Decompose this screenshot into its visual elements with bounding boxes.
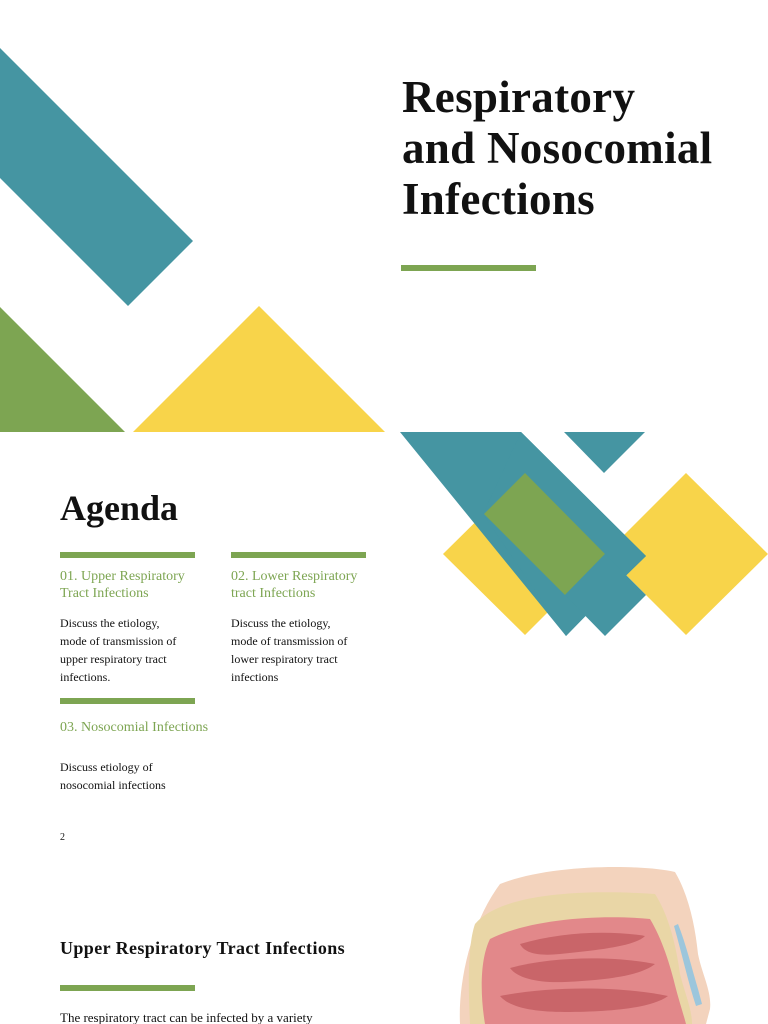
- description-line: Discuss etiology of: [60, 760, 153, 774]
- agenda-item-description: [60, 758, 210, 794]
- green-triangle: [0, 307, 125, 432]
- agenda-item-3: [60, 719, 240, 794]
- title-line: and Nosocomial: [402, 123, 713, 173]
- agenda-item-divider: [231, 552, 366, 558]
- heading-line: 03. Nosocomial Infections: [60, 720, 209, 735]
- agenda-item-description: [231, 614, 381, 686]
- heading-line: Tract Infections: [60, 586, 149, 601]
- agenda-heading: Agenda: [60, 488, 179, 528]
- title-slide: [0, 0, 768, 432]
- description-line: infections.: [60, 670, 111, 684]
- slide-body-text: The respiratory tract can be infected by a variety: [60, 1010, 313, 1024]
- agenda-item-heading: [60, 719, 240, 736]
- agenda-item-heading: [231, 568, 391, 602]
- teal-diagonal-band: [0, 48, 193, 306]
- heading-line: 02. Lower Respiratory: [231, 569, 358, 584]
- description-line: nosocomial infections: [60, 778, 166, 792]
- title-line: Respiratory: [402, 72, 636, 122]
- yellow-triangle: [133, 306, 385, 432]
- heading-line: tract Infections: [231, 586, 316, 601]
- title-slide-decoration: [0, 0, 400, 432]
- teal-small-triangle: [564, 432, 645, 473]
- description-line: infections: [231, 670, 279, 684]
- description-line: mode of transmission of: [60, 634, 177, 648]
- agenda-item-2: [231, 568, 391, 686]
- agenda-item-divider: [60, 552, 195, 558]
- heading-underline: [60, 985, 195, 991]
- slide-heading: Upper Respiratory Tract Infections: [60, 938, 346, 958]
- description-line: mode of transmission of: [231, 634, 348, 648]
- description-line: Discuss the etiology,: [60, 616, 160, 630]
- title-underline: [401, 265, 536, 271]
- presentation-title: [402, 72, 762, 225]
- agenda-item-divider: [60, 698, 195, 704]
- title-line: Infections: [402, 174, 595, 224]
- description-line: lower respiratory tract: [231, 652, 338, 666]
- agenda-decoration: [384, 432, 768, 864]
- agenda-item-description: [60, 614, 210, 686]
- heading-line: 01. Upper Respiratory: [60, 569, 185, 584]
- description-line: upper respiratory tract: [60, 652, 167, 666]
- description-line: Discuss the etiology,: [231, 616, 331, 630]
- nasal-cavity-illustration: [440, 864, 730, 1024]
- page-number: 2: [60, 832, 65, 843]
- upper-respiratory-slide: [0, 864, 768, 1024]
- agenda-item-heading: [60, 568, 220, 602]
- agenda-item-1: [60, 568, 220, 686]
- agenda-slide: [0, 432, 768, 864]
